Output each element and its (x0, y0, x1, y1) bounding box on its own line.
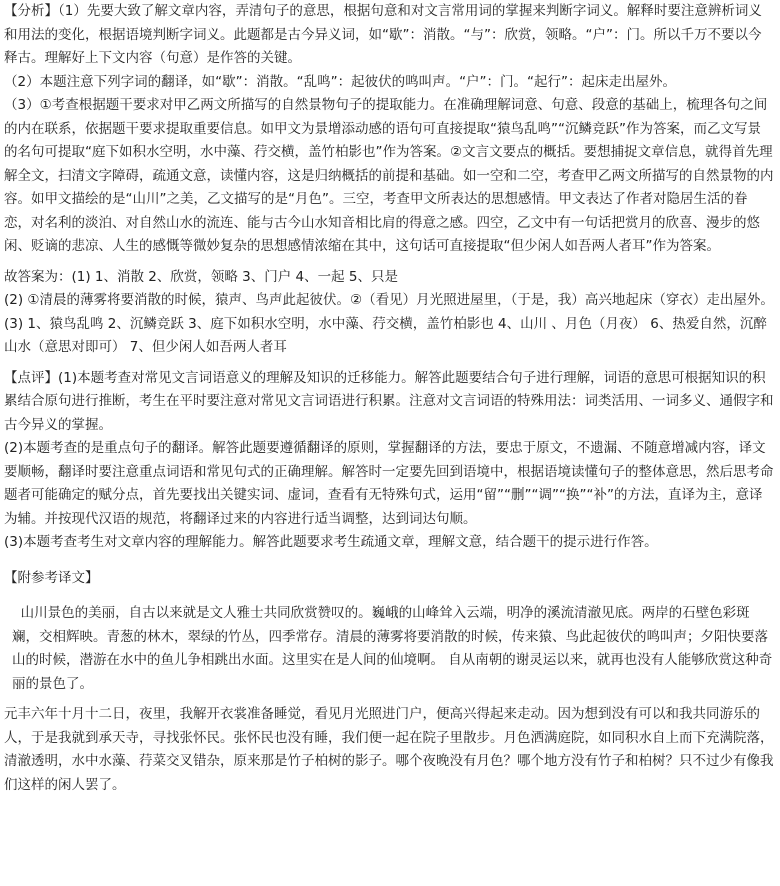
comment-part-2: (2)本题考查的是重点句子的翻译。解答此题要遵循翻译的原则，掌握翻译的方法，要忠于原文，不遗漏、不随意增减内容，译文要顺畅，翻译时要注意重点词语和常见句式的正确理解。解答时一定要先回到语境中，根据语境读懂句子的整体意思，然后思考命题者可能确定的赋分点，首先要找出关键实词、虚词，查看有无特殊句式，运用“留”“删”“调”“换”“补”的方法，直译为主，意译为辅。并按现代汉语的规范，将翻译过来的内容进行适当调整，达到词达句顺。 (4, 440, 774, 527)
comment-part-3: (3)本题考查考生对文章内容的理解能力。解答此题要求考生疏通文章，理解文意，结合题干的提示进行作答。 (4, 534, 658, 550)
analysis-part-1: 【分析】（1）先要大致了解文章内容，弄清句子的意思，根据句意和对文言常用词的掌握来判断字词义。解释时要注意辨析词义和用法的变化，根据语境判断字词义。此题都是古今异义词，如“歇”：消散。“与”：欣赏，领略。“户”：门。所以千万不要以今释古。理解好上下文内容（句意）是作答的关键。 (4, 3, 762, 66)
answer-line-3: (3) 1、猿鸟乱鸣 2、沉鳞竞跃 3、庭下如积水空明，水中藻、荇交横，盖竹柏影也 4、山川 、月色（月夜） 6、热爱自然，沉醉山水（意思对即可） 7、但少闲人如吾两人者耳 (4, 315, 767, 355)
translation-heading: 【附参考译文】 (4, 569, 99, 586)
answer-line-2: (2) ①清晨的薄雾将要消散的时候，猿声、鸟声此起彼伏。②（看见）月光照进屋里，（于是，我）高兴地起床（穿衣）走出屋外。 (4, 292, 774, 308)
translation-paragraph-2: 元丰六年十月十二日，夜里，我解开衣裳准备睡觉，看见月光照进门户，便高兴得起来走动。因为想到没有可以和我共同游乐的人，于是我就到承天寺，寻找张怀民。张怀民也没有睡，我们便一起在院子里散步。月色洒满庭院，如同积水自上而下充满院落，清澈透明，水中水藻、荇菜交叉错杂，原来那是竹子柏树的影子。哪个夜晚没有月色？哪个地方没有竹子和柏树？只不过少有像我们这样的闲人罢了。 (4, 706, 774, 793)
answer-line-1: 故答案为：(1) 1、消散 2、欣赏，领略 3、门户 4、一起 5、只是 (4, 268, 399, 285)
translation-paragraph-1: 山川景色的美丽，自古以来就是文人雅士共同欣赏赞叹的。巍峨的山峰耸入云端，明净的溪流清澈见底。两岸的石壁色彩斑斓，交相辉映。青葱的林木，翠绿的竹丛，四季常存。清晨的薄雾将要消散的时候，传来猿、鸟此起彼伏的鸣叫声；夕阳快要落山的时候，潜游在水中的鱼儿争相跳出水面。这里实在是人间的仙境啊。 自从南朝的谢灵运以来，就再也没有人能够欣赏这种奇丽的景色了。 (12, 605, 773, 692)
analysis-part-3: （3）①考查根据题干要求对甲乙两文所描写的自然景物句子的提取能力。在准确理解词意、句意、段意的基础上，梳理各句之间的内在联系，依据题干要求提取重要信息。如甲文为景增添动感的语句可直接提取“猿鸟乱鸣”“沉鳞竞跃”作为答案，而乙文写景的名句可提取“庭下如积水空明，水中藻、荇交横，盖竹柏影也”作为答案。②文言文要点的概括。要想捕捉文章信息，就得首先理解全文，扫清文字障碍，疏通文意，读懂内容，这是归纳概括的前提和基础。如一空和二空，考查甲乙两文所描写的自然景物的内容。如甲文描绘的是“山川”之美，乙文描写的是“月色”。三空，考查甲文所表达的思想感情。甲文表达了作者对隐居生活的眷恋，对名利的淡泊、对自然山水的流连、能与古今山水知音相比肩的得意之感。四空，乙文中有一句话把赏月的欣喜、漫步的悠闲、贬谪的悲凉、人生的感慨等微妙复杂的思想感情浓缩在其中，这句话可直接提取“但少闲人如吾两人者耳”作为答案。 (4, 97, 774, 254)
analysis-part-2: （2）本题注意下列字词的翻译，如“歇”：消散。“乱鸣”：起彼伏的鸣叫声。“户”：门。“起行”：起床走出屋外。 (4, 73, 677, 90)
comment-part-1: 【点评】(1)本题考查对常见文言词语意义的理解及知识的迁移能力。解答此题要结合句子进行理解，词语的意思可根据知识的积累结合原句进行推断，考生在平时要注意对常见文言词语进行积累。注意对文言词语的特殊用法：词类活用、一词多义、通假字和古今异义的掌握。 (4, 369, 774, 433)
